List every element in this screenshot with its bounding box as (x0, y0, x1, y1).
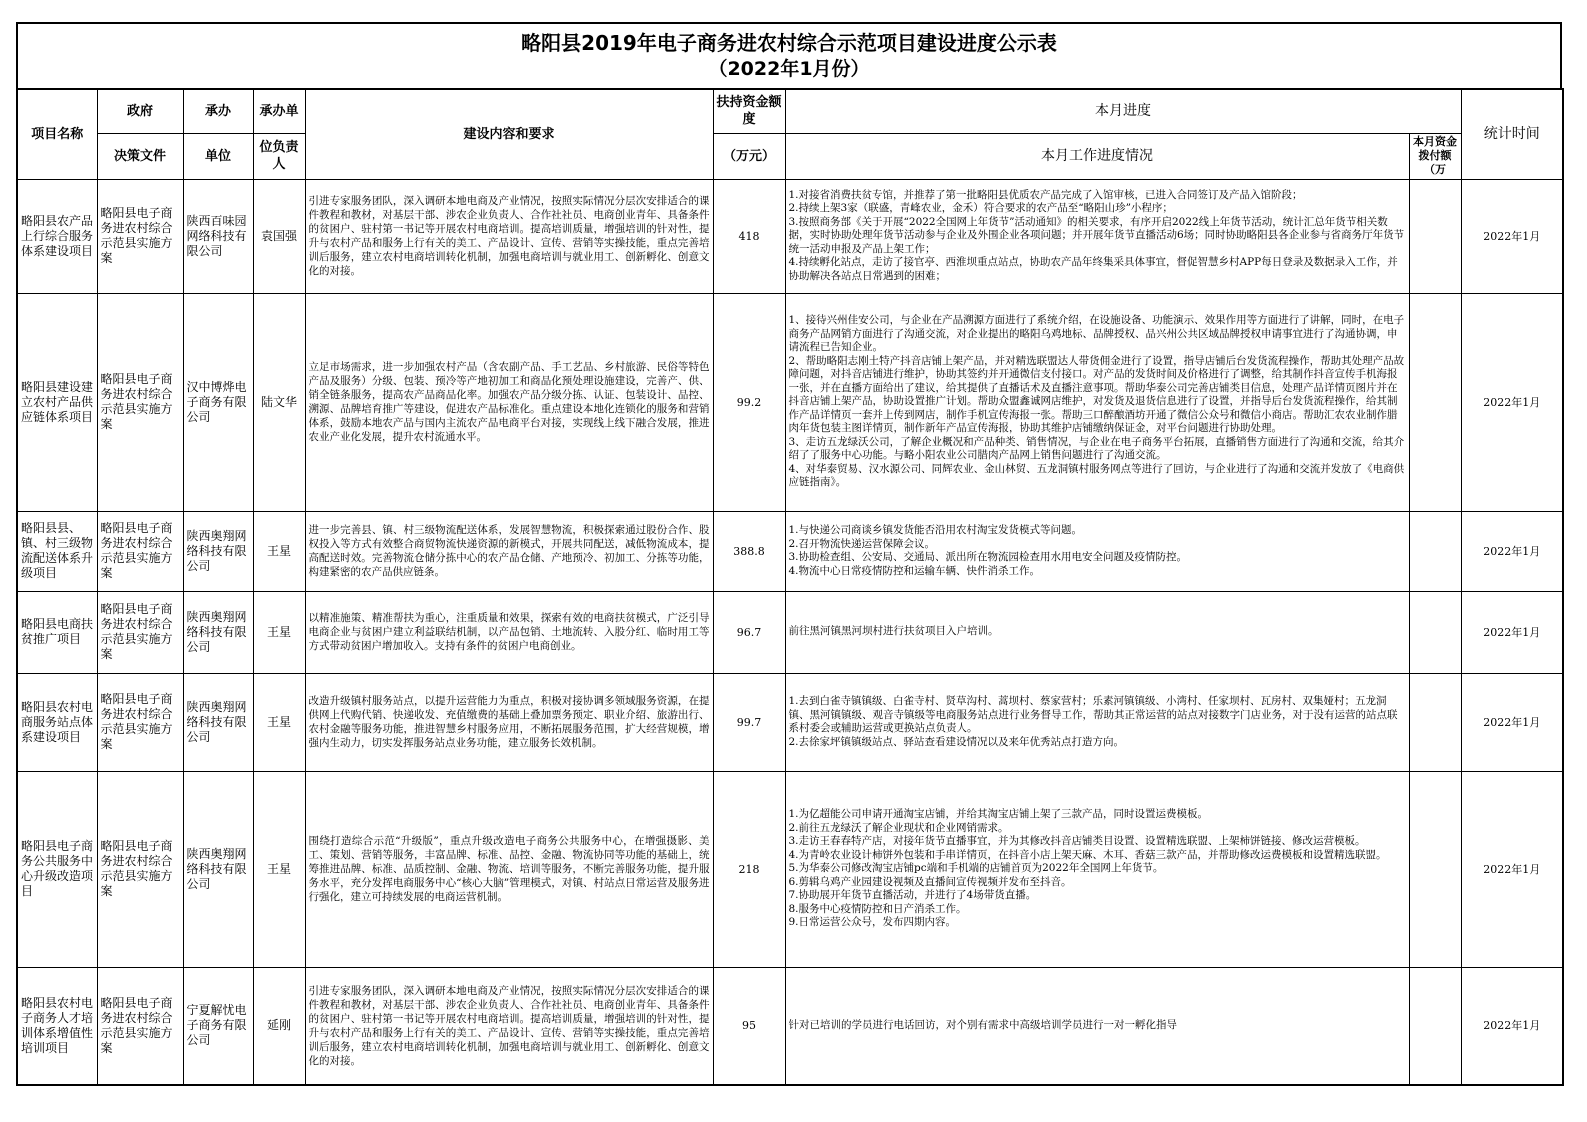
table-row (17, 293, 1563, 511)
progress-line: 4、对华泰贸易、汉水源公司、同辉农业、金山林贸、五龙洞镇村服务网点等进行了回访，与企业进行了沟通和交流并发放了《电商供应链指南》。 (788, 462, 1405, 489)
content-cell: 进一步完善县、镇、村三级物流配送体系，发展智慧物流，积极探索通过股份合作、股权投入等方式有效整合商贸物流快递资源的新模式，开展共同配送，减低物流成本，提高配送时效。完善物流仓储分拣中心的农产品仓储、产地预冷、初加工、分拣等功能，构建紧密的农产品供应链条。 (305, 511, 713, 591)
progress-line: 4.物流中心日常疫情防控和运输车辆、快件消杀工作。 (788, 564, 1041, 577)
progress-line: 8.服务中心疫情防控和日产消杀工作。 (788, 902, 967, 915)
progress-line: 1.为亿超能公司申请开通淘宝店铺，并给其淘宝店铺上架了三款产品，同时设置运费模板。 (788, 808, 1209, 821)
header-unit-line2: 单位 (183, 133, 253, 179)
header-unit-line1: 承办 (183, 89, 253, 133)
fund-cell: 96.7 (713, 591, 785, 673)
progress-line: 3.走访王春春特产店，对接年货节直播事宜，并为其修改抖音店铺类目设置、设置精选联盟、上架柿饼链接、修改运营模板。 (788, 835, 1366, 848)
fund-cell: 99.7 (713, 673, 785, 771)
progress-line: 前往黑河镇黑河坝村进行扶贫项目入户培训。 (788, 625, 999, 638)
progress-line: 6.剪辑乌鸡产业园建设视频及直播间宣传视频并发布至抖音。 (788, 875, 1072, 888)
progress-line: 5.为华泰公司修改淘宝店铺pc端和手机端的店铺首页为2022年全国网上年货节。 (788, 862, 1164, 875)
progress-line: 2.召开物流快递运营保障会议。 (788, 537, 936, 550)
progress-cell (785, 591, 1409, 673)
progress-line: 1、接待兴州佳安公司，与企业在产品溯源方面进行了系统介绍，在设施设备、功能演示、效果作用等方面进行了讲解，同时，在电子商务产品网销方面进行了沟通交流，对企业提出的略阳乌鸡地标、品牌授权、品兴州公共区域品牌授权申请事宜进行了沟通协调，申请流程已告知企业。 (788, 314, 1405, 354)
unit-cell: 陕西百味园网络科技有限公司 (183, 179, 253, 293)
gov-doc-cell: 略阳县电子商务进农村综合示范县实施方案 (97, 511, 183, 591)
person-cell: 王星 (253, 591, 305, 673)
progress-line: 3、走访五龙绿沃公司，了解企业概况和产品种类、销售情况，与企业在电子商务平台拓展，直播销售方面进行了沟通和交流，给其介绍了了服务中心功能。与略小阳农业公司腊肉产品网上销售问题进行了沟通交流。 (788, 435, 1405, 462)
progress-line: 7.协助展开年货节直播活动，并进行了4场带货直播。 (788, 889, 1037, 902)
progress-line: 4.持续孵化站点，走访了接官亭、西淮坝重点站点，协助农产品年终集采具体事宜，督促智慧乡村APP每日登录及数据录入工作，并协助解决各站点日常遇到的困难； (788, 256, 1398, 282)
progress-line: 3.协助检查组、公安局、交通局、派出所在物流园检查用水用电安全问题及疫情防控。 (788, 551, 1188, 563)
header-fund-line1: 扶持资金额度 (713, 89, 785, 133)
header-gov-doc-line1: 政府 (97, 89, 183, 133)
fund-cell: 99.2 (713, 293, 785, 511)
progress-line: 9.日常运营公众号，发布四期内容。 (788, 916, 957, 929)
gov-doc-cell: 略阳县电子商务进农村综合示范县实施方案 (97, 591, 183, 673)
title-block (16, 22, 1562, 88)
monthly-funds-cell (1409, 967, 1461, 1085)
stat-time-cell: 2022年1月 (1461, 293, 1563, 511)
progress-cell (785, 771, 1409, 967)
progress-line: 2.前往五龙绿沃了解企业现状和企业网销需求。 (788, 821, 1009, 834)
content-cell: 立足市场需求，进一步加强农村产品（含农副产品、手工艺品、乡村旅游、民俗等特色产品及服务）分级、包装、预冷等产地初加工和商品化预处理设施建设，完善产、供、销全链条服务，提高农产品商品化率。加强农产品分级分拣、认证、包装设计、品控、溯源、品牌培育推广等建设，促进农产品标准化。重点建设本地化连锁化的服务和营销体系，鼓励本地农产品与国内主流农产品电商平台对接，实现线上线下融合发展，推进农业产业化发展，提升农村流通水平。 (305, 293, 713, 511)
fund-cell: 418 (713, 179, 785, 293)
project-name-cell: 略阳县农村电子商务人才培训体系增值性培训项目 (17, 967, 97, 1085)
person-cell: 王星 (253, 771, 305, 967)
progress-table (16, 88, 1564, 1086)
unit-cell: 陕西奥翔网络科技有限公司 (183, 673, 253, 771)
header-content: 建设内容和要求 (305, 89, 713, 179)
unit-cell: 陕西奥翔网络科技有限公司 (183, 771, 253, 967)
header-gov-doc-line2: 决策文件 (97, 133, 183, 179)
person-cell: 陆文华 (253, 293, 305, 511)
monthly-funds-cell (1409, 293, 1461, 511)
progress-cell (785, 179, 1409, 293)
gov-doc-cell: 略阳县电子商务进农村综合示范县实施方案 (97, 293, 183, 511)
progress-cell (785, 511, 1409, 591)
gov-doc-cell: 略阳县电子商务进农村综合示范县实施方案 (97, 771, 183, 967)
monthly-funds-cell (1409, 771, 1461, 967)
header-monthly-progress: 本月进度 (785, 89, 1461, 133)
monthly-funds-cell (1409, 179, 1461, 293)
page-subtitle: （2022年1月份） (708, 58, 870, 80)
fund-cell: 95 (713, 967, 785, 1085)
progress-line: 2.去徐家坪镇镇级站点、驿站查看建设情况以及来年优秀站点打造方向。 (788, 735, 1125, 748)
progress-line: 2、帮助略阳志刚土特产抖音店铺上架产品，并对精选联盟达人带货佣金进行了设置，指导店铺后台发货流程操作，帮助其处理产品故障问题，对抖音店铺进行维护，协助其签约并开通微信支付接口。对产品的发货时间及价格进行了调整，给其制作抖音宣传手机海报一张，并在直播方面给出了建议，给其提供了直播话术及直播注意事项。帮助华泰公司完善店铺类目信息，处理产品详情页图片并在抖音店铺上架产品，协助设置推广计划。帮助众盟鑫诚网店维护，对发货及退货信息进行了设置，并指导后台发货流程操作，给其制作产品详情页一套并上传到网店，制作手机宣传海报一张。帮助三口醉酿酒坊开通了微信公众号和微信小商店。帮助汇农农业制作腊肉年货包装主图详情页，制作新年产品宣传海报，协助其维护店铺缴纳保证金，对平台问题进行协助处理。 (788, 354, 1405, 435)
header-monthly-funds: 本月资金拨付额（万 (1409, 133, 1461, 179)
header-person-line2: 位负责人 (253, 133, 305, 179)
progress-line: 4.为青岭农业设计柿饼外包装和手串详情页，在抖音小店上架天麻、木耳、香菇三款产品，并帮助修改运费模板和设置精选联盟。 (788, 848, 1387, 861)
monthly-funds-cell (1409, 673, 1461, 771)
table-body (17, 179, 1563, 1085)
header-monthly-work: 本月工作进度情况 (785, 133, 1409, 179)
content-cell: 改造升级镇村服务站点，以提升运营能力为重点，积极对接协调多领域服务资源，在提供网上代购代销、快递收发、充值缴费的基础上叠加票务预定、职业介绍、旅游出行、农村金融等服务功能，推进智慧乡村服务应用，不断拓展服务范围，扩大经营规模，增强内生动力，切实发挥服务站点业务功能，建立服务长效机制。 (305, 673, 713, 771)
table-row (17, 967, 1563, 1085)
person-cell: 王星 (253, 673, 305, 771)
stat-time-cell: 2022年1月 (1461, 771, 1563, 967)
unit-cell: 汉中博烨电子商务有限公司 (183, 293, 253, 511)
content-cell: 引进专家服务团队，深入调研本地电商及产业情况，按照实际情况分层次安排适合的课件教程和教材，对基层干部、涉农企业负责人、合作社社员、电商创业青年、具备条件的贫困户、驻村第一书记等开展农村电商培训。提高培训质量，增强培训的针对性，提升与农村产品和服务上行有关的美工、产品设计、宣传、营销等实操技能，重点完善培训后服务，建立农村电商培训转化机制，加强电商培训与就业用工、创新孵化、创意文化的对接。 (305, 179, 713, 293)
header-person-line1: 承办单 (253, 89, 305, 133)
table-row (17, 179, 1563, 293)
progress-line: 针对已培训的学员进行电话回访，对个别有需求中高级培训学员进行一对一孵化指导 (788, 1019, 1177, 1031)
content-cell: 围绕打造综合示范“升级版”，重点升级改造电子商务公共服务中心，在增强摄影、美工、策划、营销等服务，丰富品牌、标准、品控、金融、物流协同等功能的基础上，统筹推进品牌、标准、品质控制、金融、物流、培训等服务，不断完善服务功能，提升服务水平，充分发挥电商服务中心“核心大脑”管理模式，对镇、村站点日常运营及服务进行强化，建立可持续发展的电商运营机制。 (305, 771, 713, 967)
content-cell: 以精准施策、精准帮扶为重心，注重质量和效果，探索有效的电商扶贫模式，广泛引导电商企业与贫困户建立利益联结机制，以产品包销、土地流转、入股分红、临时用工等方式带动贫困户增加收入。支持有条件的贫困户电商创业。 (305, 591, 713, 673)
progress-line: 2.持续上架3家（联盛，青峰农业，金禾）符合要求的农产品至“略阳山珍”小程序； (788, 202, 1173, 215)
progress-line: 1.与快递公司商谈乡镇发货能否沿用农村淘宝发货模式等问题。 (788, 524, 1083, 536)
stat-time-cell: 2022年1月 (1461, 673, 1563, 771)
person-cell: 王星 (253, 511, 305, 591)
monthly-funds-cell (1409, 511, 1461, 591)
table-row (17, 771, 1563, 967)
project-name-cell: 略阳县建设建立农村产品供应链体系项目 (17, 293, 97, 511)
stat-time-cell: 2022年1月 (1461, 591, 1563, 673)
stat-time-cell: 2022年1月 (1461, 179, 1563, 293)
project-name-cell: 略阳县电商扶贫推广项目 (17, 591, 97, 673)
monthly-funds-cell (1409, 591, 1461, 673)
unit-cell: 陕西奥翔网络科技有限公司 (183, 511, 253, 591)
header-stat-time: 统计时间 (1461, 89, 1563, 179)
project-name-cell: 略阳县农村电商服务站点体系建设项目 (17, 673, 97, 771)
stat-time-cell: 2022年1月 (1461, 511, 1563, 591)
gov-doc-cell: 略阳县电子商务进农村综合示范县实施方案 (97, 179, 183, 293)
progress-line: 1.去到白雀寺镇镇级、白雀寺村、贤草沟村、蒿坝村、蔡家营村；乐素河镇镇级、小湾村、任家坝村、瓦房村、双集娅村；五龙洞镇、黑河镇镇级、观音寺镇级等电商服务站点进行业务督导工作，帮助其正常运营的站点对接数字门店业务，对于没有运营的站点联系村委会或辅助运营或更换站点负责人。 (788, 695, 1398, 734)
publicity-sheet (16, 22, 1562, 1086)
table-row (17, 511, 1563, 591)
stat-time-cell: 2022年1月 (1461, 967, 1563, 1085)
fund-cell: 218 (713, 771, 785, 967)
header-project-name: 项目名称 (17, 89, 97, 179)
progress-cell (785, 967, 1409, 1085)
gov-doc-cell: 略阳县电子商务进农村综合示范县实施方案 (97, 673, 183, 771)
unit-cell: 宁夏解忧电子商务有限公司 (183, 967, 253, 1085)
content-cell: 引进专家服务团队，深入调研本地电商及产业情况，按照实际情况分层次安排适合的课件教程和教材，对基层干部、涉农企业负责人、合作社社员、电商创业青年、具备条件的贫困户、驻村第一书记等开展农村电商培训。提高培训质量，增强培训的针对性，提升与农村产品和服务上行有关的美工、产品设计、宣传、营销等实操技能，重点完善培训后服务，建立农村电商培训转化机制，加强电商培训与就业用工、创新孵化、创意文化的对接。 (305, 967, 713, 1085)
table-row (17, 591, 1563, 673)
project-name-cell: 略阳县县、镇、村三级物流配送体系升级项目 (17, 511, 97, 591)
unit-cell: 陕西奥翔网络科技有限公司 (183, 591, 253, 673)
header-fund-line2: （万元） (713, 133, 785, 179)
person-cell: 延刚 (253, 967, 305, 1085)
progress-line: 1.对接省消费扶贫专馆，并推荐了第一批略阳县优质农产品完成了入馆审核，已进入合同签订及产品入馆阶段； (788, 188, 1303, 201)
table-row (17, 673, 1563, 771)
progress-cell (785, 293, 1409, 511)
gov-doc-cell: 略阳县电子商务进农村综合示范县实施方案 (97, 967, 183, 1085)
progress-line: 3.按照商务部《关于开展“2022全国网上年货节”活动通知》的相关要求，有序开启2022线上年货节活动，统计汇总年货节相关数据，实时协助处理年货节活动参与企业及外围企业各项问题；并开展年货节直播活动6场；同时协助略阳县各企业参与省商务厅年货节统一活动申报及产品上架工作； (788, 215, 1405, 255)
progress-cell (785, 673, 1409, 771)
person-cell: 袁国强 (253, 179, 305, 293)
fund-cell: 388.8 (713, 511, 785, 591)
project-name-cell: 略阳县电子商务公共服务中心升级改造项目 (17, 771, 97, 967)
page-title: 略阳县2019年电子商务进农村综合示范项目建设进度公示表 (521, 31, 1057, 55)
project-name-cell: 略阳县农产品上行综合服务体系建设项目 (17, 179, 97, 293)
